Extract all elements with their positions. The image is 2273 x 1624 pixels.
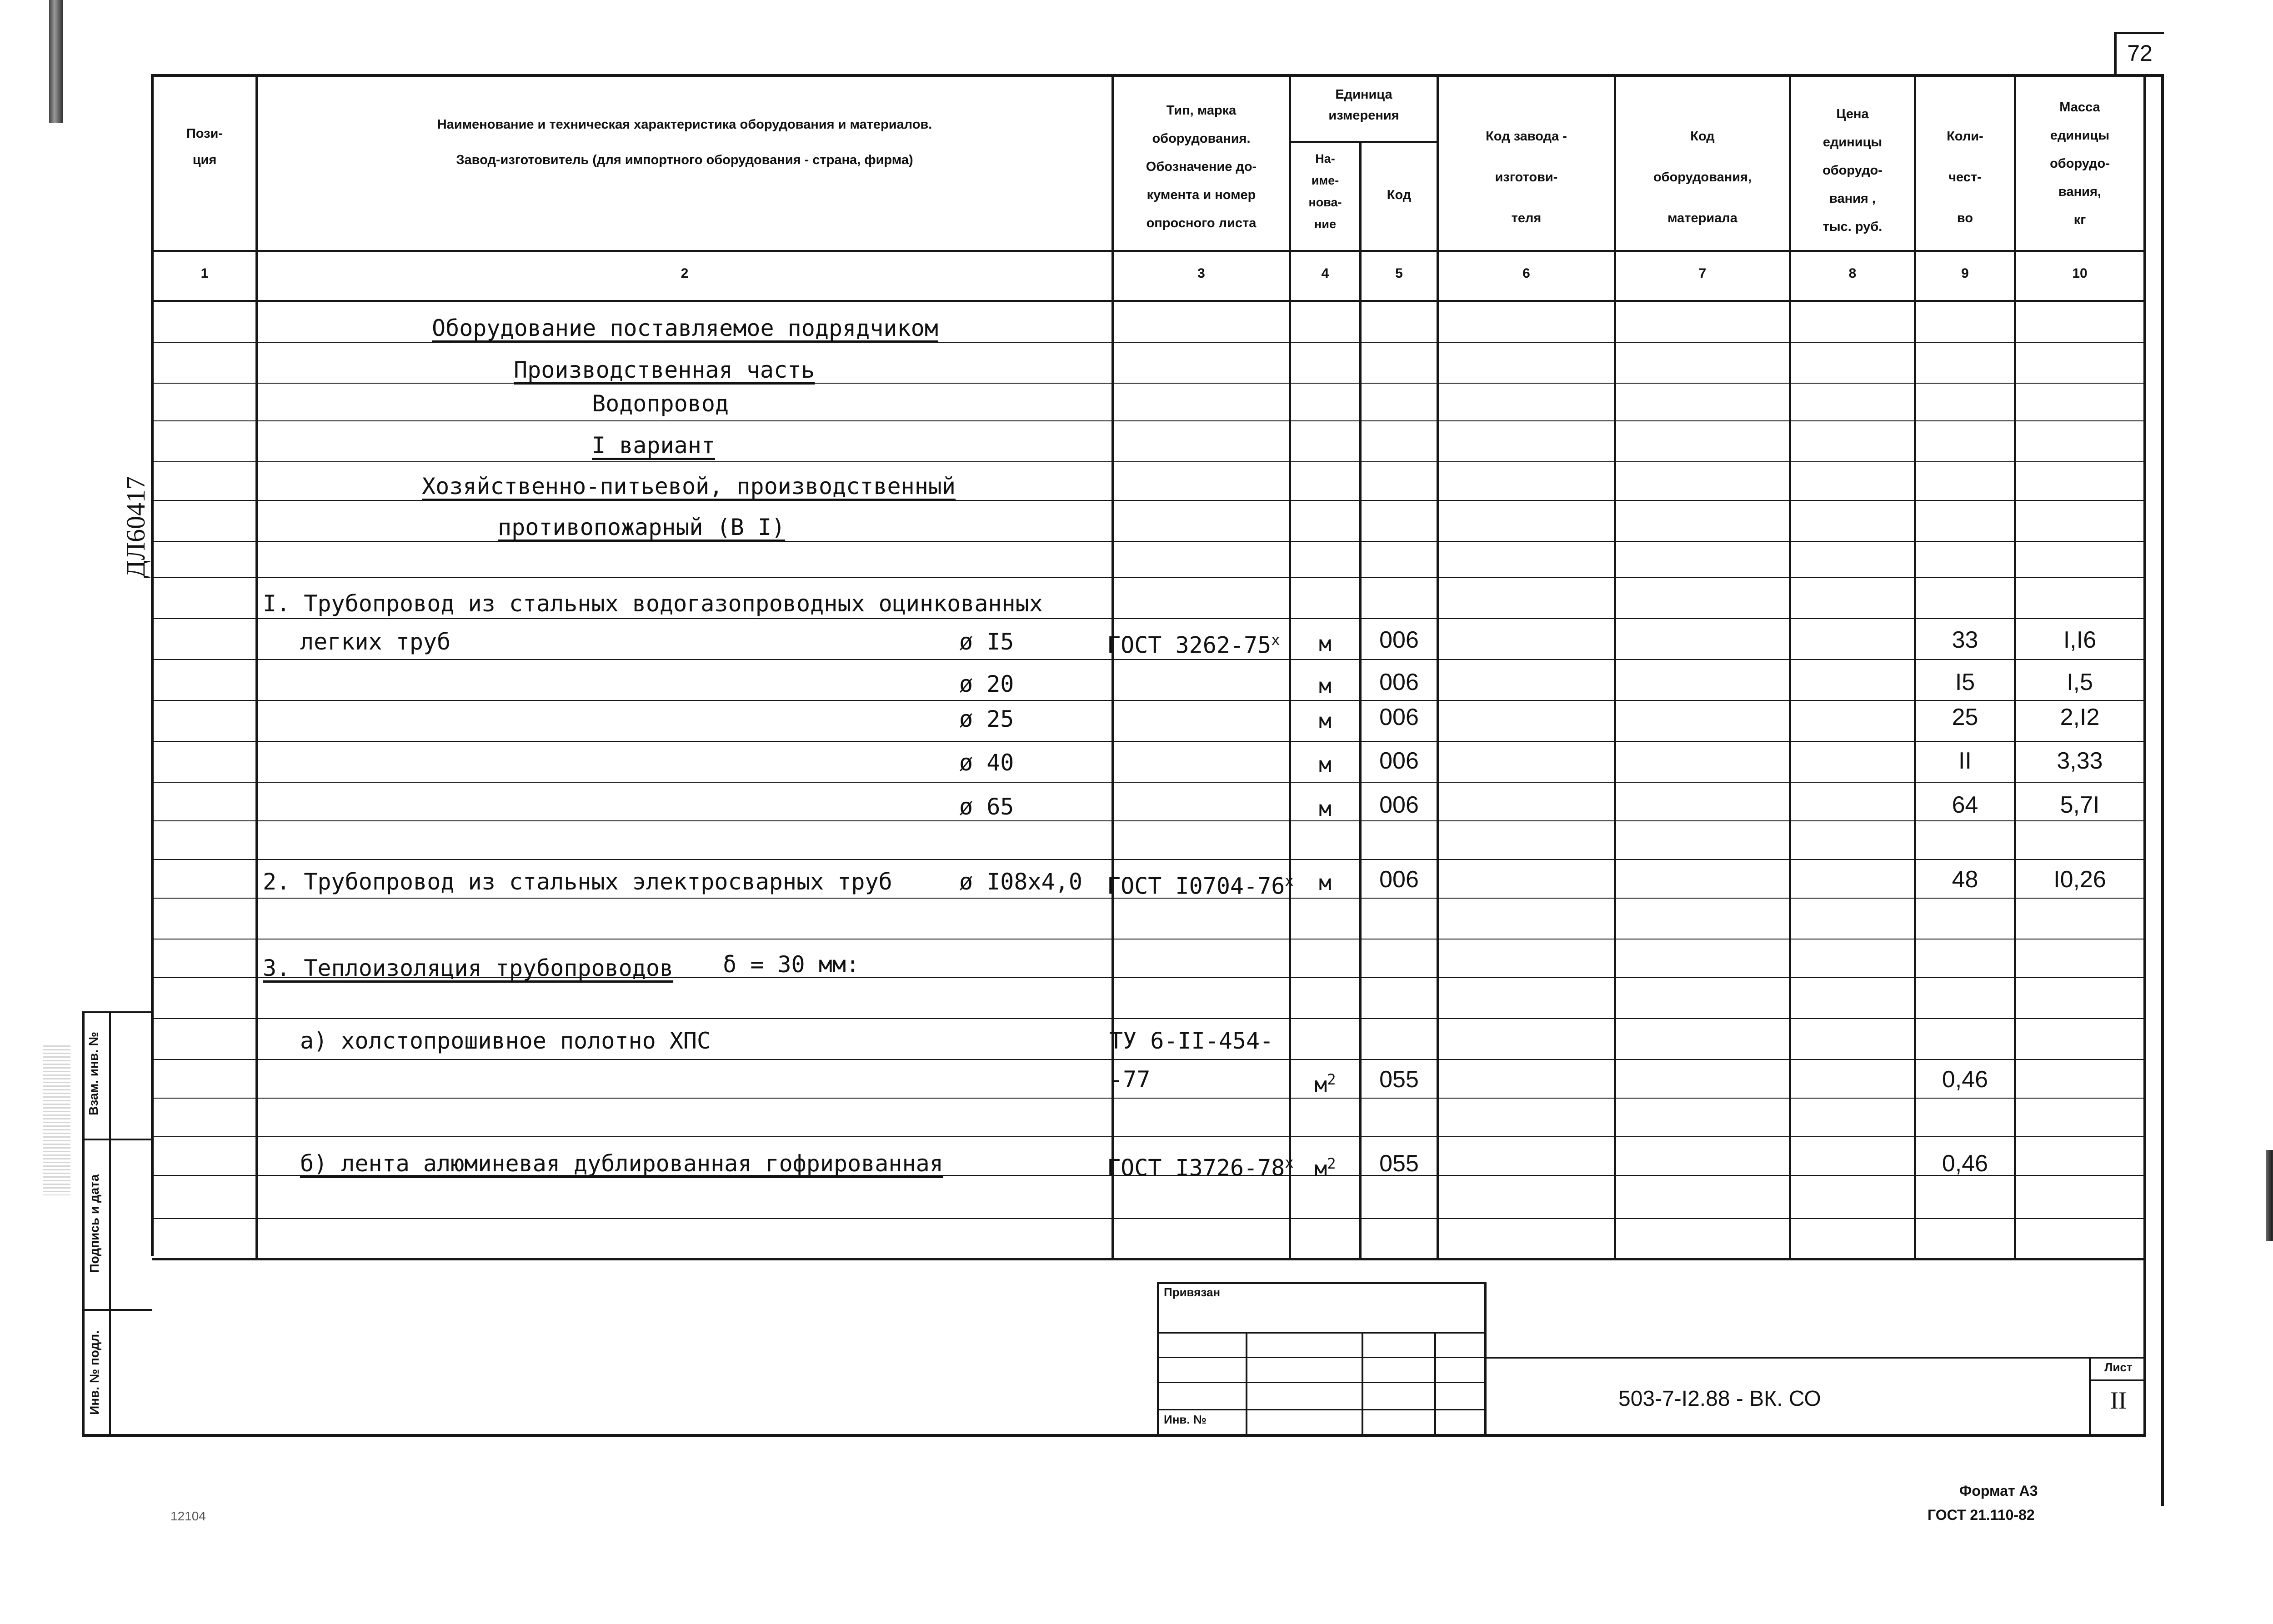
col9-header: Коли- чест- во <box>1947 129 1983 225</box>
frame-inner-right <box>2143 74 2146 1436</box>
scan-edge-mark <box>49 0 63 123</box>
pipe-diameter: ø 25 <box>959 706 1014 732</box>
col-num-4: 4 <box>1321 266 1329 281</box>
pipe-diameter: ø 65 <box>959 794 1014 820</box>
pipe-unit: м <box>1319 709 1332 733</box>
item3a-code: 055 <box>1379 1066 1419 1093</box>
scan-noise <box>43 1045 70 1195</box>
pipe-unit: м <box>1319 796 1332 821</box>
item1-subtitle: легких труб <box>300 629 451 655</box>
item3b-unit: $м^2$ <box>1314 1155 1336 1181</box>
pipe-diameter: ø 40 <box>959 750 1014 776</box>
side-label-inv-original: Инв. № подл. <box>87 1330 101 1415</box>
pipe-mass: 3,33 <box>2057 748 2103 774</box>
section-supplier: Оборудование поставляемое подрядчиком <box>432 315 938 341</box>
sheet-label: Лист <box>2104 1360 2133 1374</box>
col-num-1: 1 <box>200 266 209 281</box>
page-number: 72 <box>2127 40 2153 66</box>
col-num-3: 3 <box>1197 266 1205 281</box>
stamp-privyazan: Привязан <box>1164 1285 1221 1299</box>
pipe-unit: м <box>1319 674 1332 698</box>
item3b-code: 055 <box>1379 1150 1419 1177</box>
pipe-unit: м <box>1319 752 1332 777</box>
stamp-inv-no: Инв. № <box>1164 1413 1207 1426</box>
section-variant: I вариант <box>592 432 715 459</box>
pipe-qty: II <box>1958 748 1972 774</box>
frame-bottom <box>82 1434 2146 1437</box>
col-num-2: 2 <box>681 266 689 281</box>
gost-label: ГОСТ 21.110-82 <box>1928 1507 2035 1523</box>
side-label-signature: Подпись и дата <box>87 1174 101 1273</box>
section-water: Водопровод <box>592 390 729 417</box>
pipe-mass: I,5 <box>2067 669 2093 695</box>
col-num-5: 5 <box>1395 266 1403 281</box>
pipe-mass: I,I6 <box>2063 627 2097 653</box>
col-num-7: 7 <box>1698 266 1707 281</box>
frame-top <box>152 74 2164 77</box>
pipe-code: 006 <box>1379 792 1419 818</box>
col2-header: Наименование и техническая характеристика оборудования и материалов. Завод-изготовитель (для импортного оборудования - страна, фирма) <box>437 117 932 167</box>
col8-header: Цена единицы оборудо- вания , тыс. руб. <box>1822 107 1882 234</box>
section-production: Производственная часть <box>514 357 815 383</box>
pipe-code: 006 <box>1379 704 1419 730</box>
item3b-qty: 0,46 <box>1942 1150 1988 1177</box>
item3a-name: а) холстопрошивное полотно ХПС <box>300 1028 711 1054</box>
item2-diameter: ø I08х4,0 <box>959 869 1082 895</box>
pipe-qty: 64 <box>1952 792 1978 818</box>
item3a-qty: 0,46 <box>1942 1066 1988 1093</box>
item2-unit: м <box>1319 870 1332 895</box>
side-label-replace-inv: Взам. инв. № <box>86 1032 100 1115</box>
item2-doc: ГОСТ I0704-76$^x$ <box>1107 872 1294 899</box>
pipe-diameter: ø I5 <box>959 629 1014 655</box>
pipe-code: 006 <box>1379 748 1419 774</box>
col-num-9: 9 <box>1961 266 1969 281</box>
document-code: 503-7-I2.88 - ВК. СО <box>1618 1387 1821 1411</box>
col-num-6: 6 <box>1522 266 1530 281</box>
item2-title: 2. Трубопровод из стальных электросварных труб <box>263 869 892 895</box>
pipe-code: 006 <box>1379 669 1419 695</box>
col3-header: Тип, марка оборудования. Обозначение до- кумента и номер опросного листа <box>1146 103 1257 230</box>
pipe-qty: 33 <box>1952 627 1978 653</box>
bottom-left-number: 12104 <box>170 1509 206 1523</box>
item3b-doc: ГОСТ I3726-78$^x$ <box>1107 1154 1294 1181</box>
item1-title: I. Трубопровод из стальных водогазопроводных оцинкованных <box>263 590 1043 617</box>
col5-header: Код <box>1387 188 1412 202</box>
col7-header: Код оборудования, материала <box>1653 129 1752 225</box>
col-num-10: 10 <box>2072 266 2088 281</box>
format-label: Формат А3 <box>1959 1483 2038 1499</box>
col6-header: Код завода - изготови- теля <box>1486 129 1567 225</box>
item3a-doc-line1: ТУ 6-II-454- <box>1109 1028 1274 1054</box>
scan-edge-mark <box>2266 1150 2273 1241</box>
pipe-mass: 2,I2 <box>2060 704 2100 730</box>
frame-right <box>2161 74 2164 1506</box>
item3-title: 3. Теплоизоляция трубопроводов <box>263 955 674 981</box>
item3a-unit: $м^2$ <box>1314 1071 1336 1097</box>
item3b-name: б) лента алюминевая дублированная гофрированная <box>300 1150 943 1177</box>
handwritten-code: ДЛ60417 <box>121 476 150 578</box>
pipe-code: 006 <box>1379 627 1419 653</box>
item2-mass: I0,26 <box>2053 866 2106 893</box>
item2-code: 006 <box>1379 866 1419 893</box>
col1-header: Пози- ция <box>186 126 223 167</box>
pipe-mass: 5,7I <box>2060 792 2100 818</box>
unit-group-header: Единица измерения <box>1328 87 1399 123</box>
pipe-qty: 25 <box>1952 704 1978 730</box>
section-system-line1: Хозяйственно-питьевой, производственный <box>422 473 956 500</box>
item3a-doc-line2: -77 <box>1109 1066 1151 1093</box>
sheet-number: II <box>2110 1387 2127 1414</box>
col4-header: На- име- нова- ние <box>1308 152 1342 231</box>
col-num-8: 8 <box>1848 266 1857 281</box>
section-system-line2: противопожарный (В I) <box>498 514 786 540</box>
col10-header: Масса единицы оборудо- вания, кг <box>2050 100 2110 227</box>
pipe-unit: м <box>1319 631 1332 656</box>
item3-thickness: δ = 30 мм: <box>723 951 860 978</box>
pipe-diameter: ø 20 <box>959 671 1014 697</box>
item2-qty: 48 <box>1952 866 1978 893</box>
pipe-doc: ГОСТ 3262-75$^x$ <box>1107 631 1280 659</box>
pipe-qty: I5 <box>1955 669 1975 695</box>
